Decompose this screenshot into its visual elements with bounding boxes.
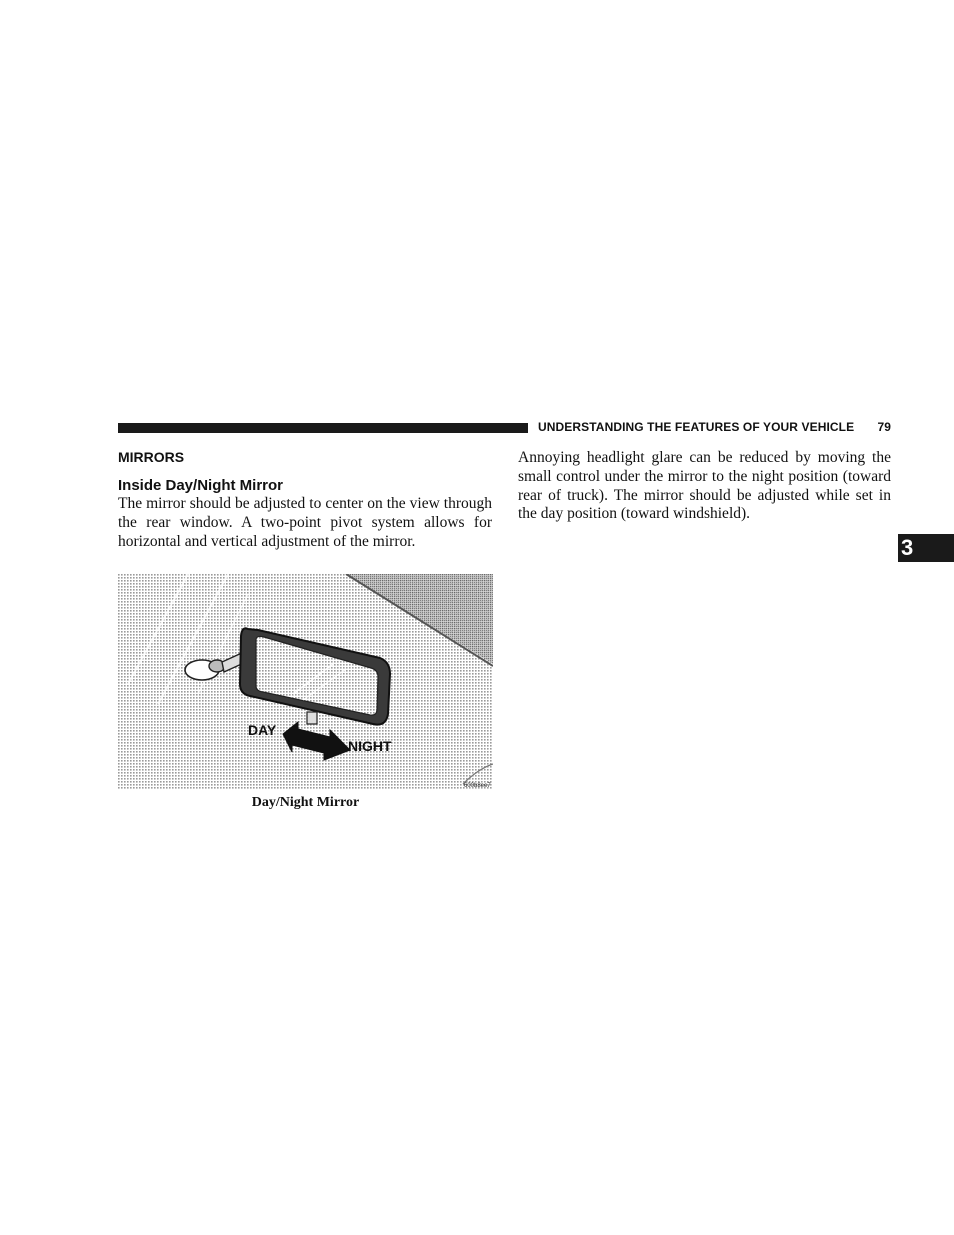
- night-label: NIGHT: [348, 738, 392, 754]
- mirror-illustration: [118, 574, 493, 790]
- day-label: DAY: [248, 722, 277, 738]
- running-header: [538, 420, 891, 434]
- chapter-tab: 3: [898, 534, 954, 562]
- subsection-title: Inside Day/Night Mirror: [118, 477, 284, 494]
- header-section-name: UNDERSTANDING THE FEATURES OF YOUR VEHICLE: [538, 420, 855, 434]
- figure-caption: Day/Night Mirror: [251, 795, 360, 810]
- header-rule: [118, 423, 528, 433]
- page-number: 79: [877, 420, 891, 434]
- figure-code: 600b8ee7: [464, 783, 491, 789]
- paragraph-right: Annoying headlight glare can be reduced by moving the small control under the mirror to the night position (toward rear of truck). The mirror should be adjusted while set in the day position (toward windshield).: [518, 449, 891, 523]
- paragraph-left: The mirror should be adjusted to center on the view through the rear window. A two-point pivot system allows for horizontal and vertical adjustment of the mirror.: [118, 495, 492, 550]
- section-title: MIRRORS: [118, 449, 185, 465]
